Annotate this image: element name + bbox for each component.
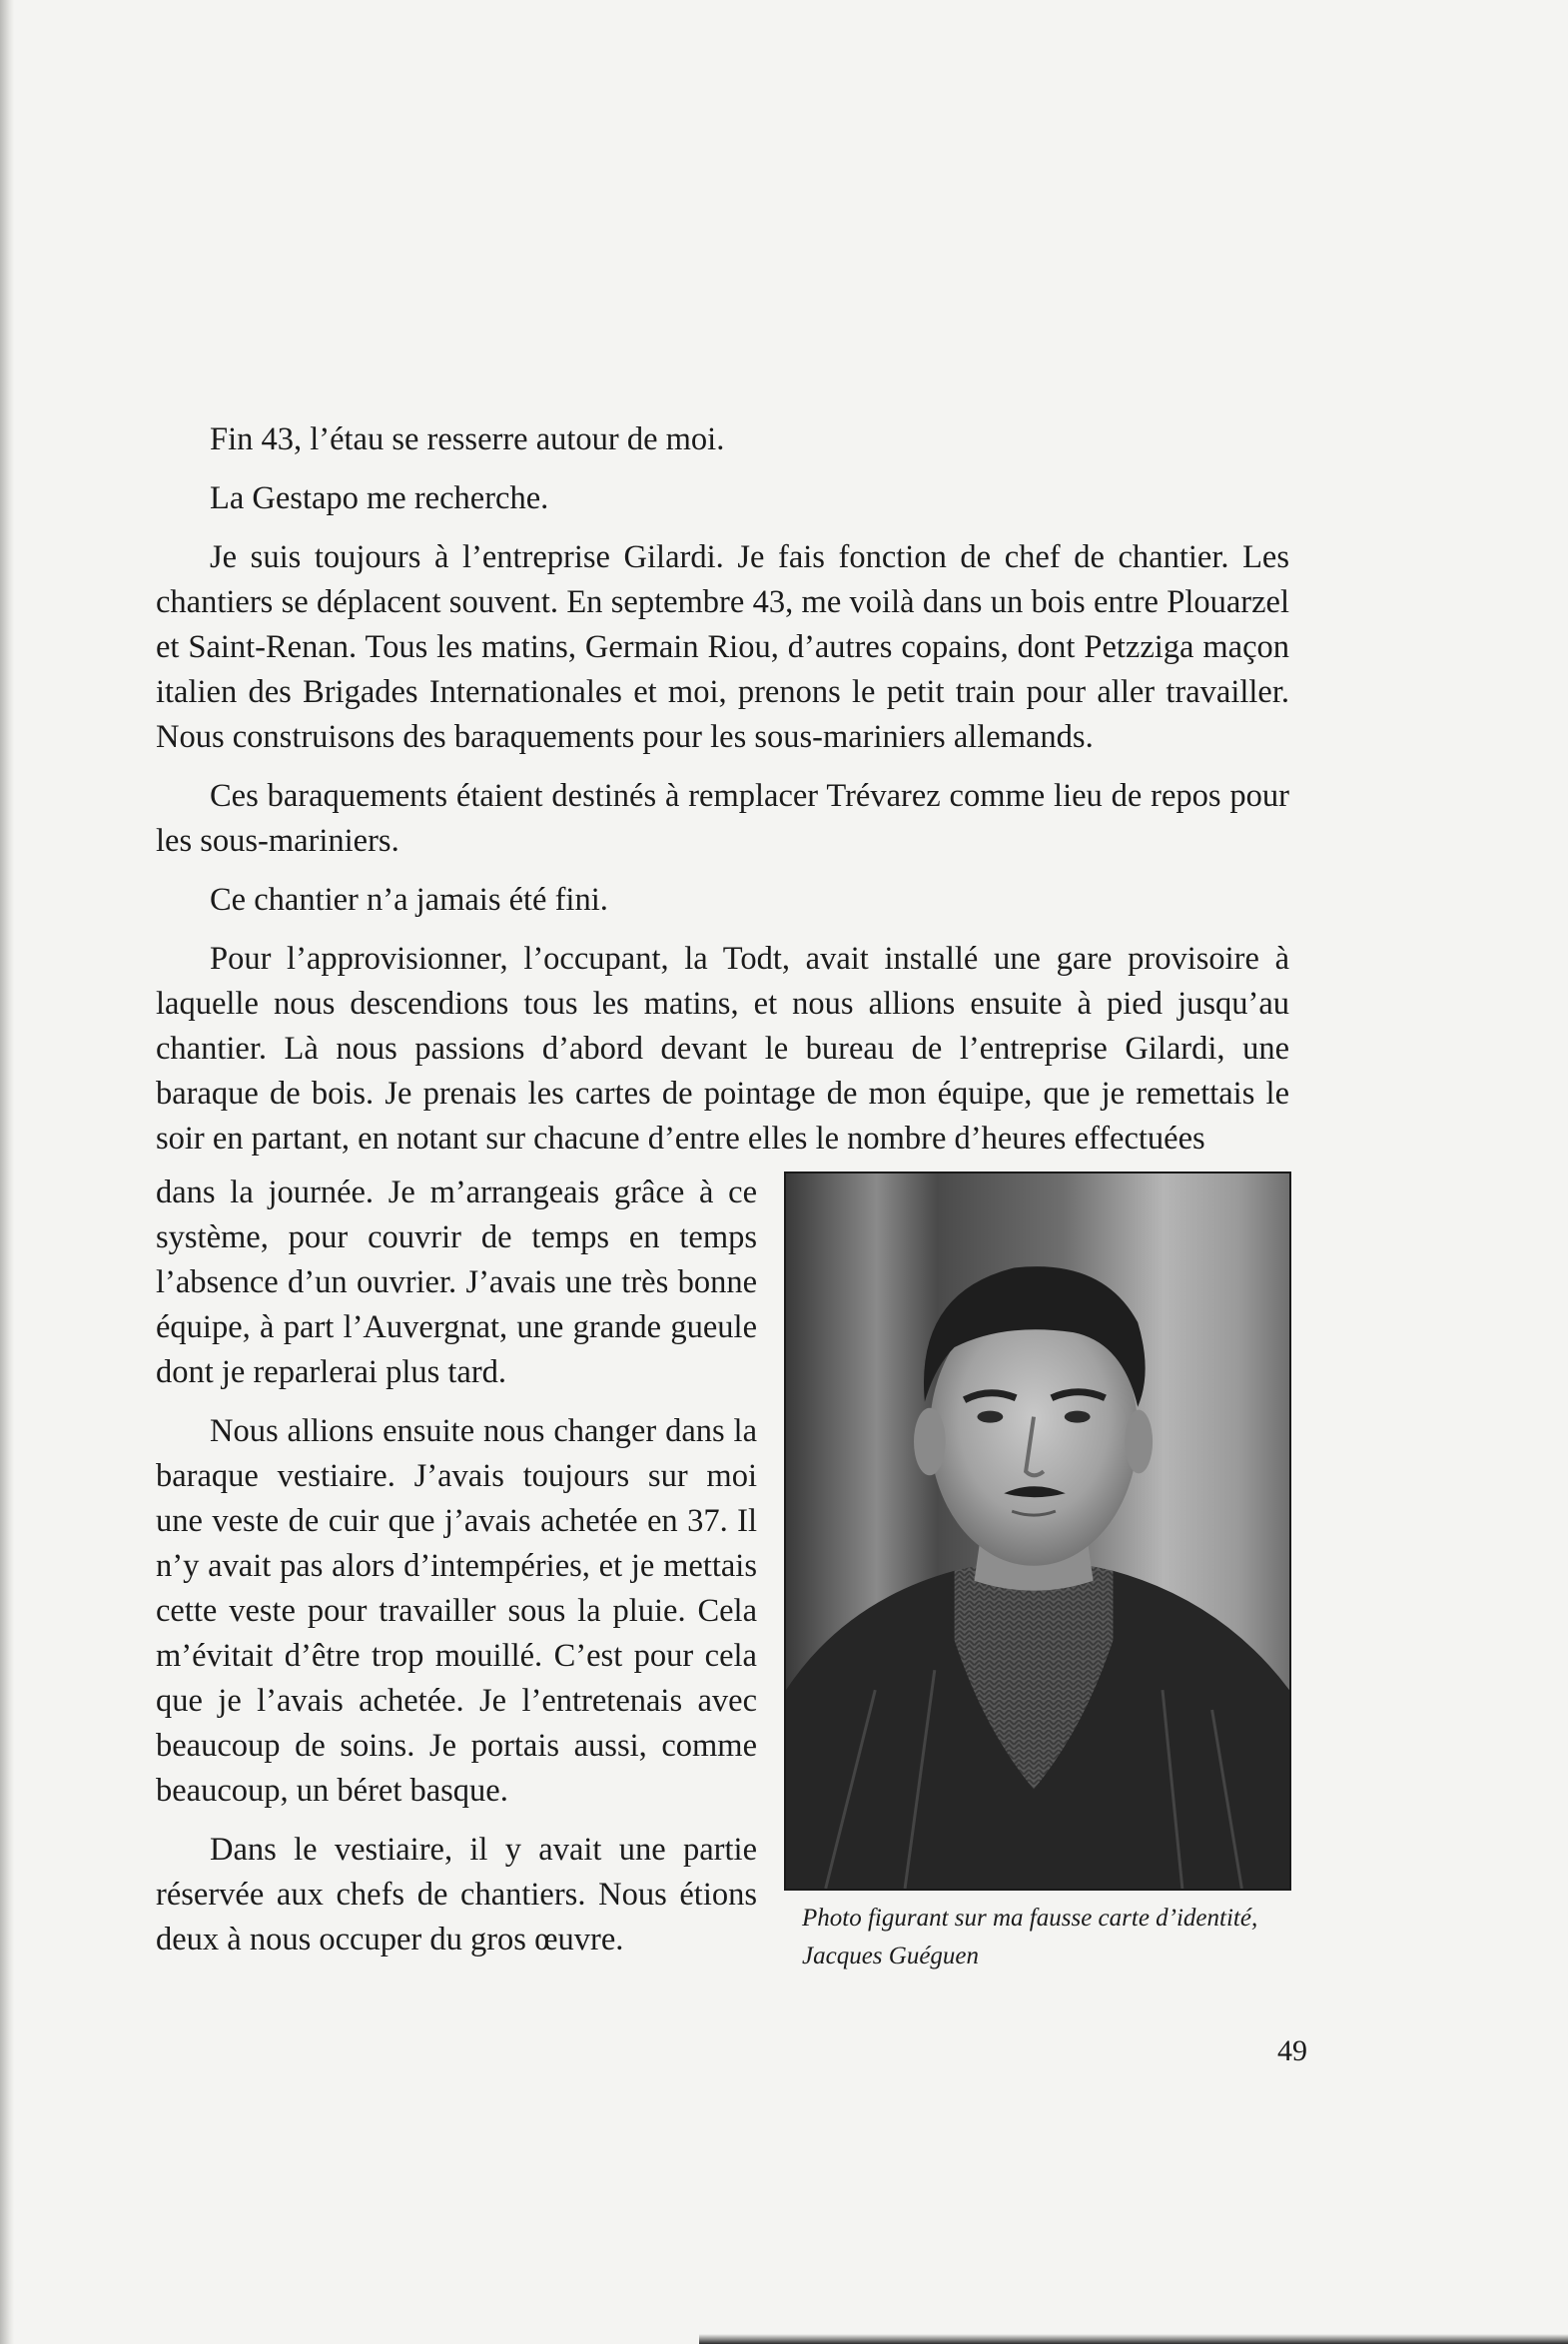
bottom-edge-shadow [699,2334,1568,2344]
page-number: 49 [1277,2034,1307,2067]
paragraph-5: Ce chantier n’a jamais été fini. [210,882,608,918]
portrait-illustration [786,1173,1289,1889]
photo-caption [802,1900,1321,1975]
caption-line-1: Photo figurant sur ma fausse carte d’identité, [802,1905,1258,1932]
portrait-photo [784,1172,1291,1891]
binding-shadow [0,0,14,2344]
paragraph-7: Nous allions ensuite nous changer dans la baraque vestiaire. J’avais toujours sur moi une veste de cuir que j’avais achetée en 37. Il n’y avait pas alors d’intempéries, et je mettais cette veste pour travailler sous la pluie. Cela m’évitait d’être trop mouillé. C’est pour cela que je l’avais achetée. Je l’entretenais avec beaucoup de soins. Je portais aussi, comme beaucoup, un béret basque. [156,1413,757,1809]
paragraph-3: Je suis toujours à l’entreprise Gilardi. Je fais fonction de chef de chantier. Les chantiers se déplacent souvent. En septembre 43, me voilà dans un bois entre Plouarzel et Saint-Renan. Tous les matins, Germain Riou, d’autres copains, dont Petzziga maçon italien des Brigades Internationales et moi, prenons le petit train pour aller travailler. Nous construisons des baraquements pour les sous-mariniers allemands. [156,539,1289,755]
main-text-wrapped [156,1171,757,1976]
paragraph-1: Fin 43, l’étau se resserre autour de moi. [210,421,725,457]
paragraph-8: Dans le vestiaire, il y avait une partie réservée aux chefs de chantiers. Nous étions deux à nous occuper du gros œuvre. [156,1832,757,1957]
main-text-top [156,417,1289,1175]
paragraph-6-continued: dans la journée. Je m’arrangeais grâce à ce système, pour couvrir de temps en temps l’absence d’un ouvrier. J’avais une très bonne équipe, à part l’Auvergnat, une grande gueule dont je reparlerai plus tard. [156,1174,757,1390]
paragraph-6: Pour l’approvisionner, l’occupant, la Todt, avait installé une gare provisoire à laquelle nous descendions tous les matins, et nous allions ensuite à pied jusqu’au chantier. Là nous passions d’abord devant le bureau de l’entreprise Gilardi, une baraque de bois. Je prenais les cartes de pointage de mon équipe, que je remettais le soir en partant, en notant sur chacune d’entre elles le nombre d’heures effectuées [156,941,1289,1157]
caption-line-2: Jacques Guéguen [802,1943,980,1969]
paragraph-4: Ces baraquements étaient destinés à remplacer Trévarez comme lieu de repos pour les sous-mariniers. [156,778,1289,859]
paragraph-2: La Gestapo me recherche. [210,480,549,516]
